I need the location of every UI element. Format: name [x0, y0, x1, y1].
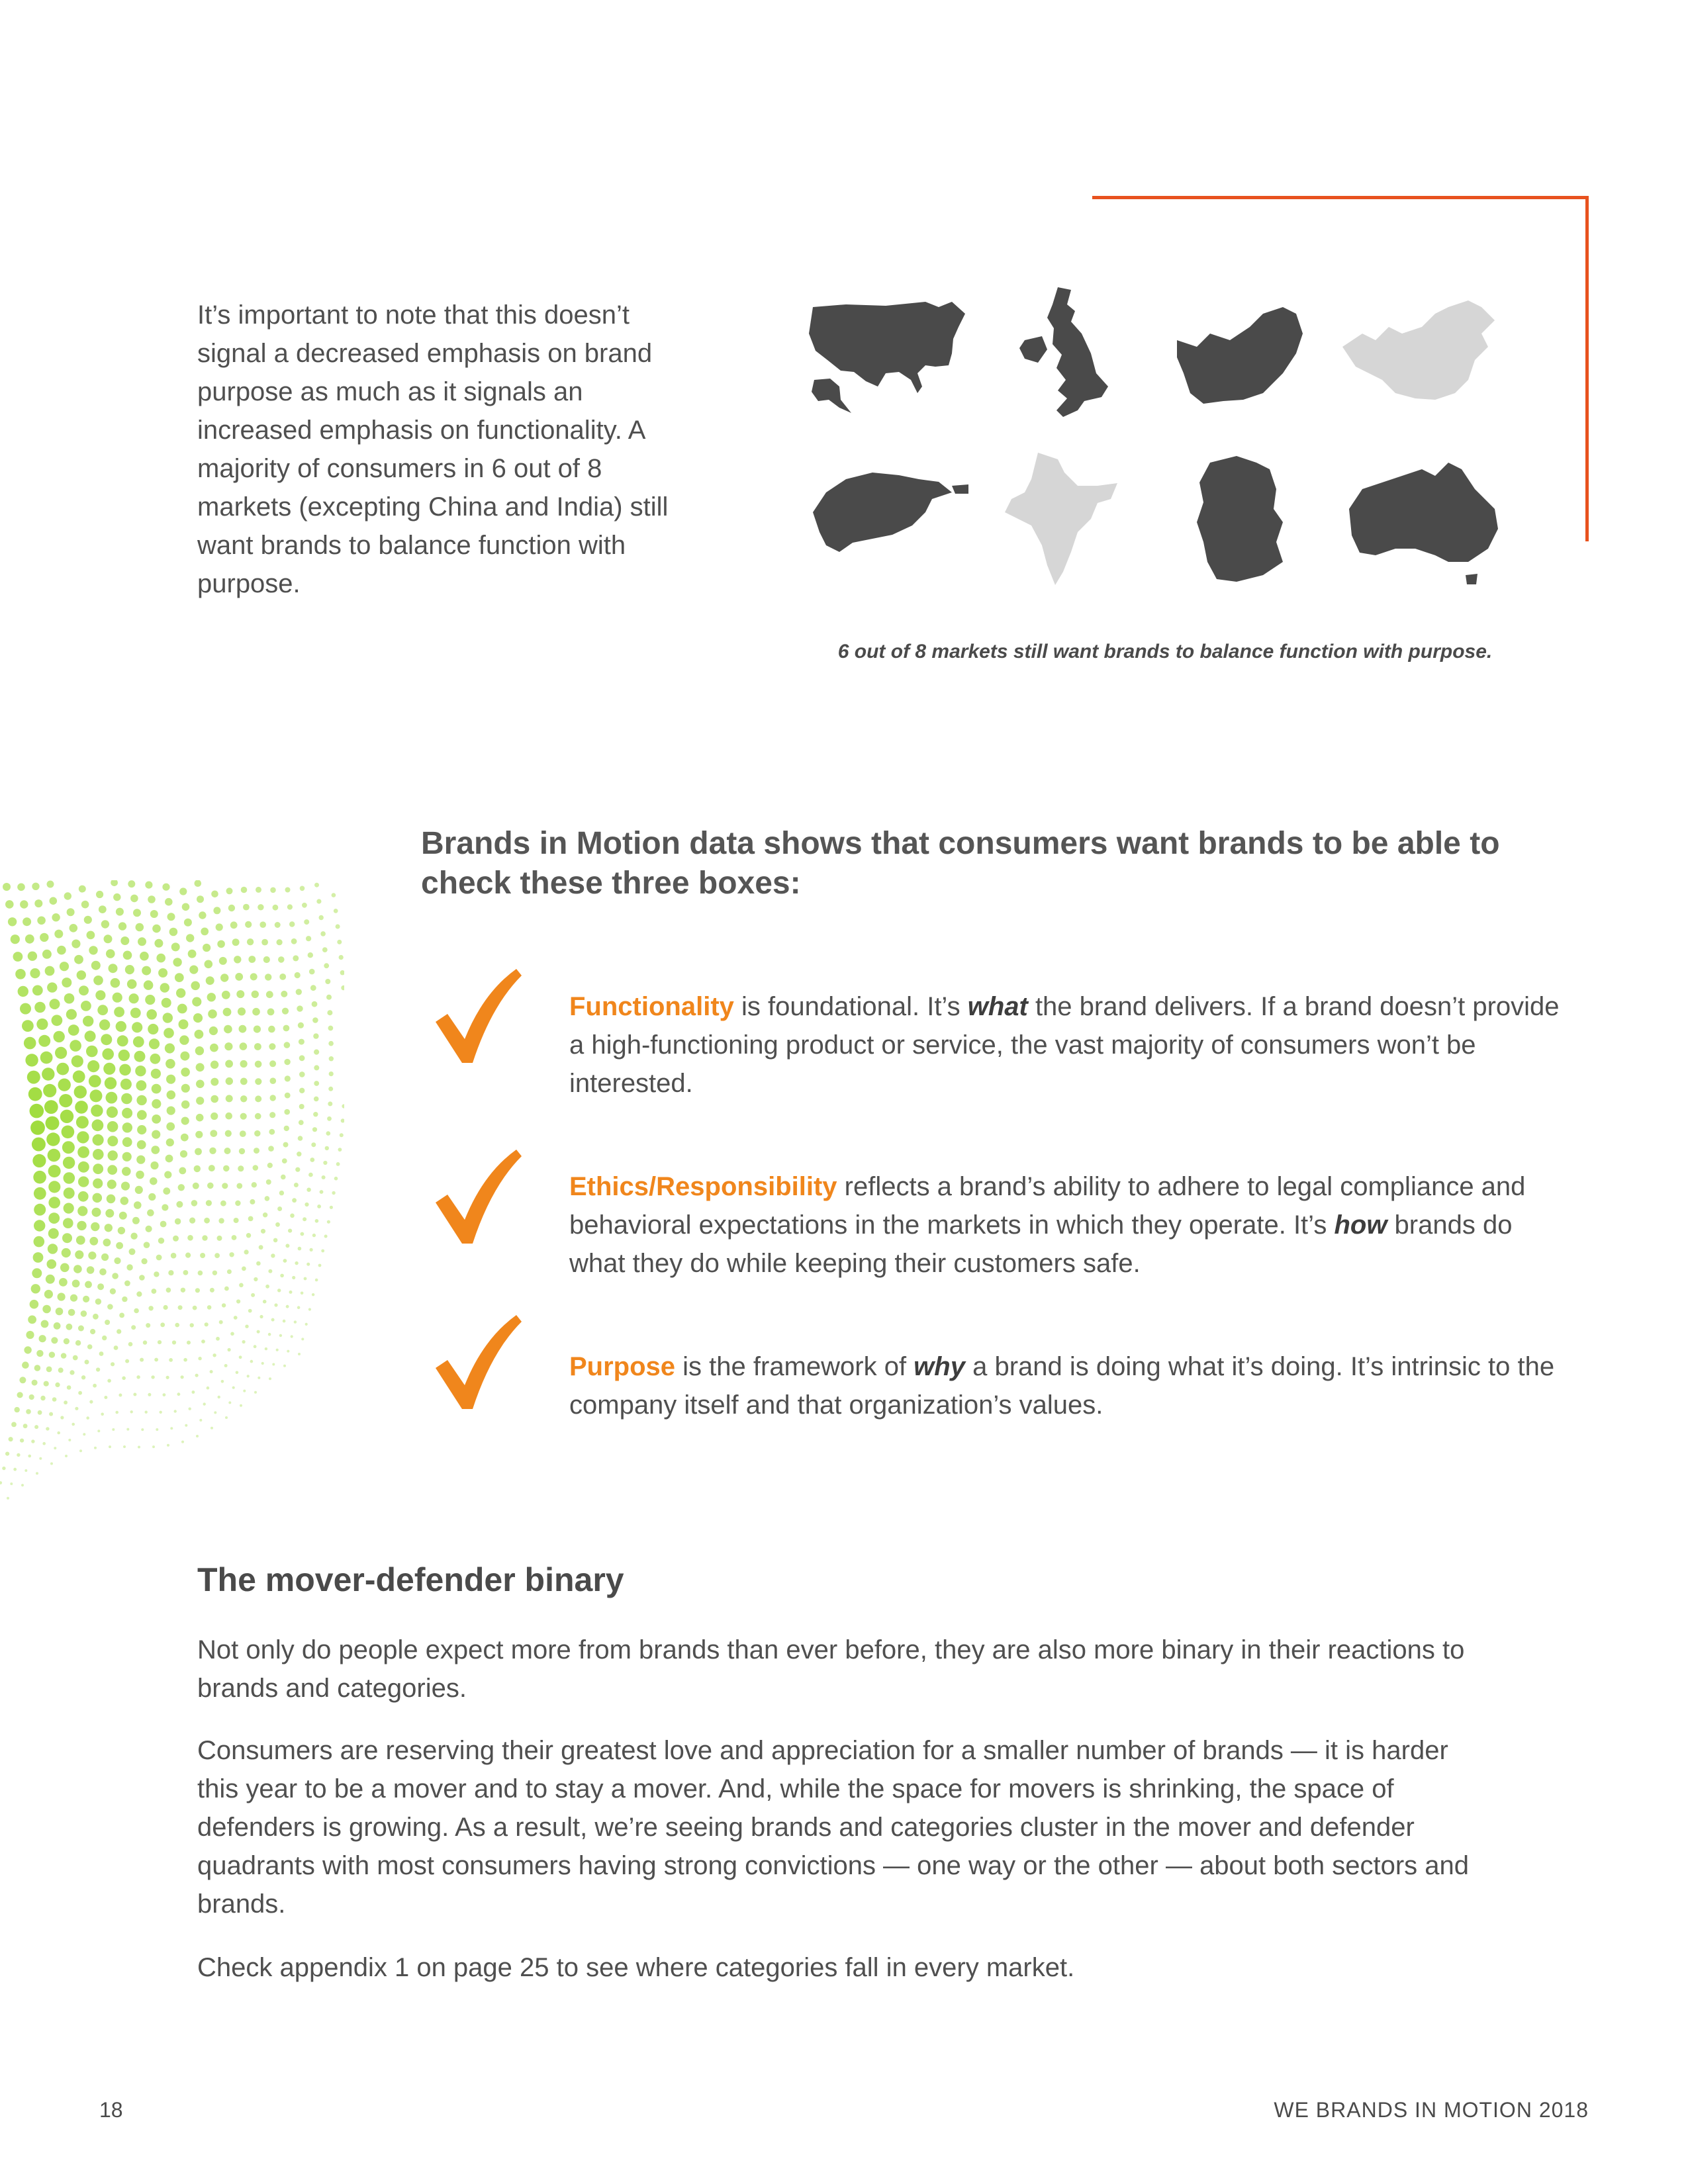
- dot-wave-decoration: [0, 880, 344, 1529]
- ethics-text-post: brands do what they do while keeping their customers safe.: [569, 1210, 1513, 1278]
- functionality-text-pre: is foundational. It’s: [733, 992, 968, 1021]
- maps-caption: 6 out of 8 markets still want brands to balance function with purpose.: [837, 641, 1493, 662]
- map-india: [978, 446, 1150, 592]
- purpose-item: [569, 1347, 1562, 1424]
- mover-defender-paragraph-2: Consumers are reserving their greatest love and appreciation for a smaller number of brands — it is harder this year to be a mover and to stay a mover. And, while the space for movers is shrinking, the space of defenders is growing. As a result, we’re seeing brands and categories cluster in the mover and defender quadrants with most consumers having strong convictions — one way or the other — about both sectors and brands.: [197, 1736, 1470, 1919]
- purpose-emphasis: why: [914, 1352, 965, 1381]
- purpose-keyword: Purpose: [569, 1352, 676, 1381]
- page-number: 18: [99, 2098, 123, 2122]
- map-china: [1336, 287, 1508, 433]
- functionality-text-post: the brand delivers. If a brand doesn’t provide a high-functioning product or service, the vast majority of consumers won’t be interested.: [569, 992, 1560, 1098]
- checkmark-icon: [430, 966, 523, 1066]
- map-uk: [978, 281, 1150, 426]
- ethics-keyword: Ethics/Responsibility: [569, 1172, 837, 1201]
- checkmark-icon: [430, 1312, 523, 1412]
- functionality-emphasis: what: [967, 992, 1028, 1021]
- checkmark-icon: [430, 1147, 523, 1246]
- ethics-text-pre: reflects a brand’s ability to adhere to legal compliance and behavioral expectations in the markets in which they operate. It’s: [569, 1172, 1526, 1240]
- functionality-item: [569, 987, 1562, 1103]
- appendix-note: Check appendix 1 on page 25 to see where categories fall in every market.: [197, 1953, 1075, 1982]
- purpose-text-post: a brand is doing what it’s doing. It’s intrinsic to the company itself and that organization’s values.: [569, 1352, 1555, 1420]
- map-germany: [1157, 449, 1329, 595]
- three-boxes-heading: Brands in Motion data shows that consumers want brands to be able to check these three boxes:: [421, 826, 1500, 901]
- market-maps-grid: [800, 281, 1515, 598]
- mover-defender-title: The mover-defender binary: [197, 1561, 624, 1598]
- ethics-item: [569, 1167, 1562, 1283]
- functionality-keyword: Functionality: [569, 992, 734, 1021]
- map-usa: [800, 287, 972, 433]
- map-singapore: [800, 453, 972, 598]
- mover-defender-paragraph-1: Not only do people expect more from brands than ever before, they are also more binary in their reactions to brands and categories.: [197, 1635, 1465, 1703]
- ethics-emphasis: how: [1334, 1210, 1387, 1240]
- purpose-text-pre: is the framework of: [675, 1352, 914, 1381]
- map-australia: [1336, 449, 1508, 595]
- map-south-africa: [1157, 294, 1329, 439]
- intro-paragraph: It’s important to note that this doesn’t signal a decreased emphasis on brand purpose as much as it signals an increased emphasis on functionality. A majority of consumers in 6 out of 8 markets (excepting China and India) still want brands to balance function with purpose.: [197, 300, 669, 598]
- publication-title: WE BRANDS IN MOTION 2018: [1274, 2098, 1589, 2122]
